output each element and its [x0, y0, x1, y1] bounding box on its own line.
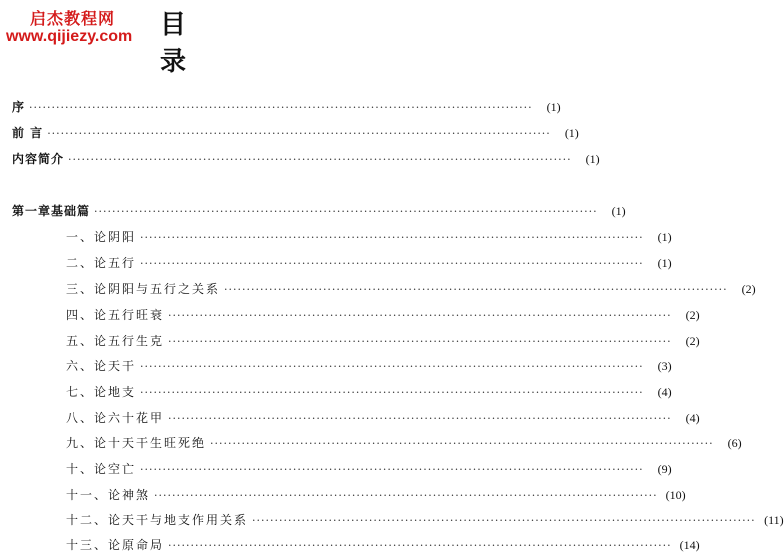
- toc-entry-page: (1): [585, 152, 600, 166]
- toc-entry-foreword: [12, 124, 579, 142]
- toc-entry-page: (11): [764, 513, 784, 527]
- toc-entry-label: 内容简介: [12, 152, 65, 166]
- toc-section-entry: [66, 383, 672, 401]
- toc-section-entry: [66, 332, 700, 350]
- watermark-site-url: www.qijiezy.com: [6, 28, 133, 45]
- toc-entry-label: 十三、论原命局: [66, 538, 165, 552]
- toc-entry-preface: [12, 98, 561, 116]
- watermark-site-name: 启杰教程网: [30, 9, 116, 28]
- toc-section-entry: [66, 486, 686, 504]
- toc-leader-dots: ················································································································: [140, 463, 644, 476]
- toc-section-entry: [66, 511, 784, 529]
- toc-leader-dots: ················································································································: [140, 257, 644, 270]
- toc-entry-label: 十一、论神煞: [66, 488, 151, 502]
- toc-leader-dots: ················································································································: [29, 101, 533, 114]
- toc-entry-page: (2): [685, 308, 700, 322]
- toc-leader-dots: ················································································································: [224, 283, 728, 296]
- toc-section-entry: [66, 228, 672, 246]
- toc-entry-page: (2): [741, 282, 756, 296]
- toc-entry-page: (6): [727, 436, 742, 450]
- toc-entry-label: 六、论天干: [66, 359, 137, 373]
- toc-section-entry: [66, 434, 742, 452]
- toc-leader-dots: ················································································································: [168, 539, 672, 552]
- toc-leader-dots: ················································································································: [210, 437, 714, 450]
- toc-leader-dots: ················································································································: [154, 489, 658, 502]
- toc-leader-dots: ················································································································: [47, 127, 551, 140]
- toc-leader-dots: ················································································································: [168, 335, 672, 348]
- toc-entry-label: 一、论阴阳: [66, 230, 137, 244]
- toc-section-entry: [66, 409, 700, 427]
- toc-leader-dots: ················································································································: [140, 231, 644, 244]
- toc-entry-label: 四、论五行旺衰: [66, 308, 165, 322]
- toc-entry-label: 七、论地支: [66, 385, 137, 399]
- toc-section-entry: [66, 280, 756, 298]
- toc-entry-page: (4): [685, 411, 700, 425]
- toc-entry-page: (2): [685, 334, 700, 348]
- toc-entry-page: (1): [564, 126, 579, 140]
- toc-section-entry: [66, 254, 672, 272]
- toc-entry-page: (3): [657, 359, 672, 373]
- toc-entry-label: 二、论五行: [66, 256, 137, 270]
- toc-leader-dots: ················································································································: [252, 514, 756, 527]
- page-title: 目 录: [160, 10, 209, 77]
- toc-leader-dots: ················································································································: [140, 386, 644, 399]
- toc-entry-page: (1): [611, 204, 626, 218]
- toc-section-entry: [66, 460, 672, 478]
- toc-entry-label: 九、论十天干生旺死绝: [66, 436, 207, 450]
- toc-entry-page: (9): [657, 462, 672, 476]
- toc-entry-label: 八、论六十花甲: [66, 411, 165, 425]
- toc-entry-page: (1): [546, 100, 561, 114]
- chapter-name: 基础篇: [51, 204, 91, 218]
- toc-entry-label: 十二、论天干与地支作用关系: [66, 513, 249, 527]
- toc-leader-dots: ················································································································: [94, 205, 598, 218]
- toc-entry-label: 五、论五行生克: [66, 334, 165, 348]
- toc-entry-page: (14): [679, 538, 700, 552]
- toc-section-entry: [66, 536, 700, 554]
- toc-entry-label: 三、论阴阳与五行之关系: [66, 282, 221, 296]
- toc-entry-page: (1): [657, 256, 672, 270]
- toc-entry-label: 十、论空亡: [66, 462, 137, 476]
- toc-section-entry: [66, 306, 700, 324]
- toc-entry-label: 前 言: [12, 126, 44, 140]
- toc-leader-dots: ················································································································: [140, 360, 644, 373]
- toc-entry-page: (10): [665, 488, 686, 502]
- toc-chapter-entry: [12, 202, 626, 220]
- toc-leader-dots: ················································································································: [168, 412, 672, 425]
- toc-leader-dots: ················································································································: [68, 153, 572, 166]
- chapter-number: 第一章: [12, 204, 52, 218]
- toc-leader-dots: ················································································································: [168, 309, 672, 322]
- toc-section-entry: [66, 357, 672, 375]
- toc-entry-page: (4): [657, 385, 672, 399]
- toc-entry-page: (1): [657, 230, 672, 244]
- toc-entry-introduction: [12, 150, 600, 168]
- toc-entry-label: 序: [12, 100, 26, 114]
